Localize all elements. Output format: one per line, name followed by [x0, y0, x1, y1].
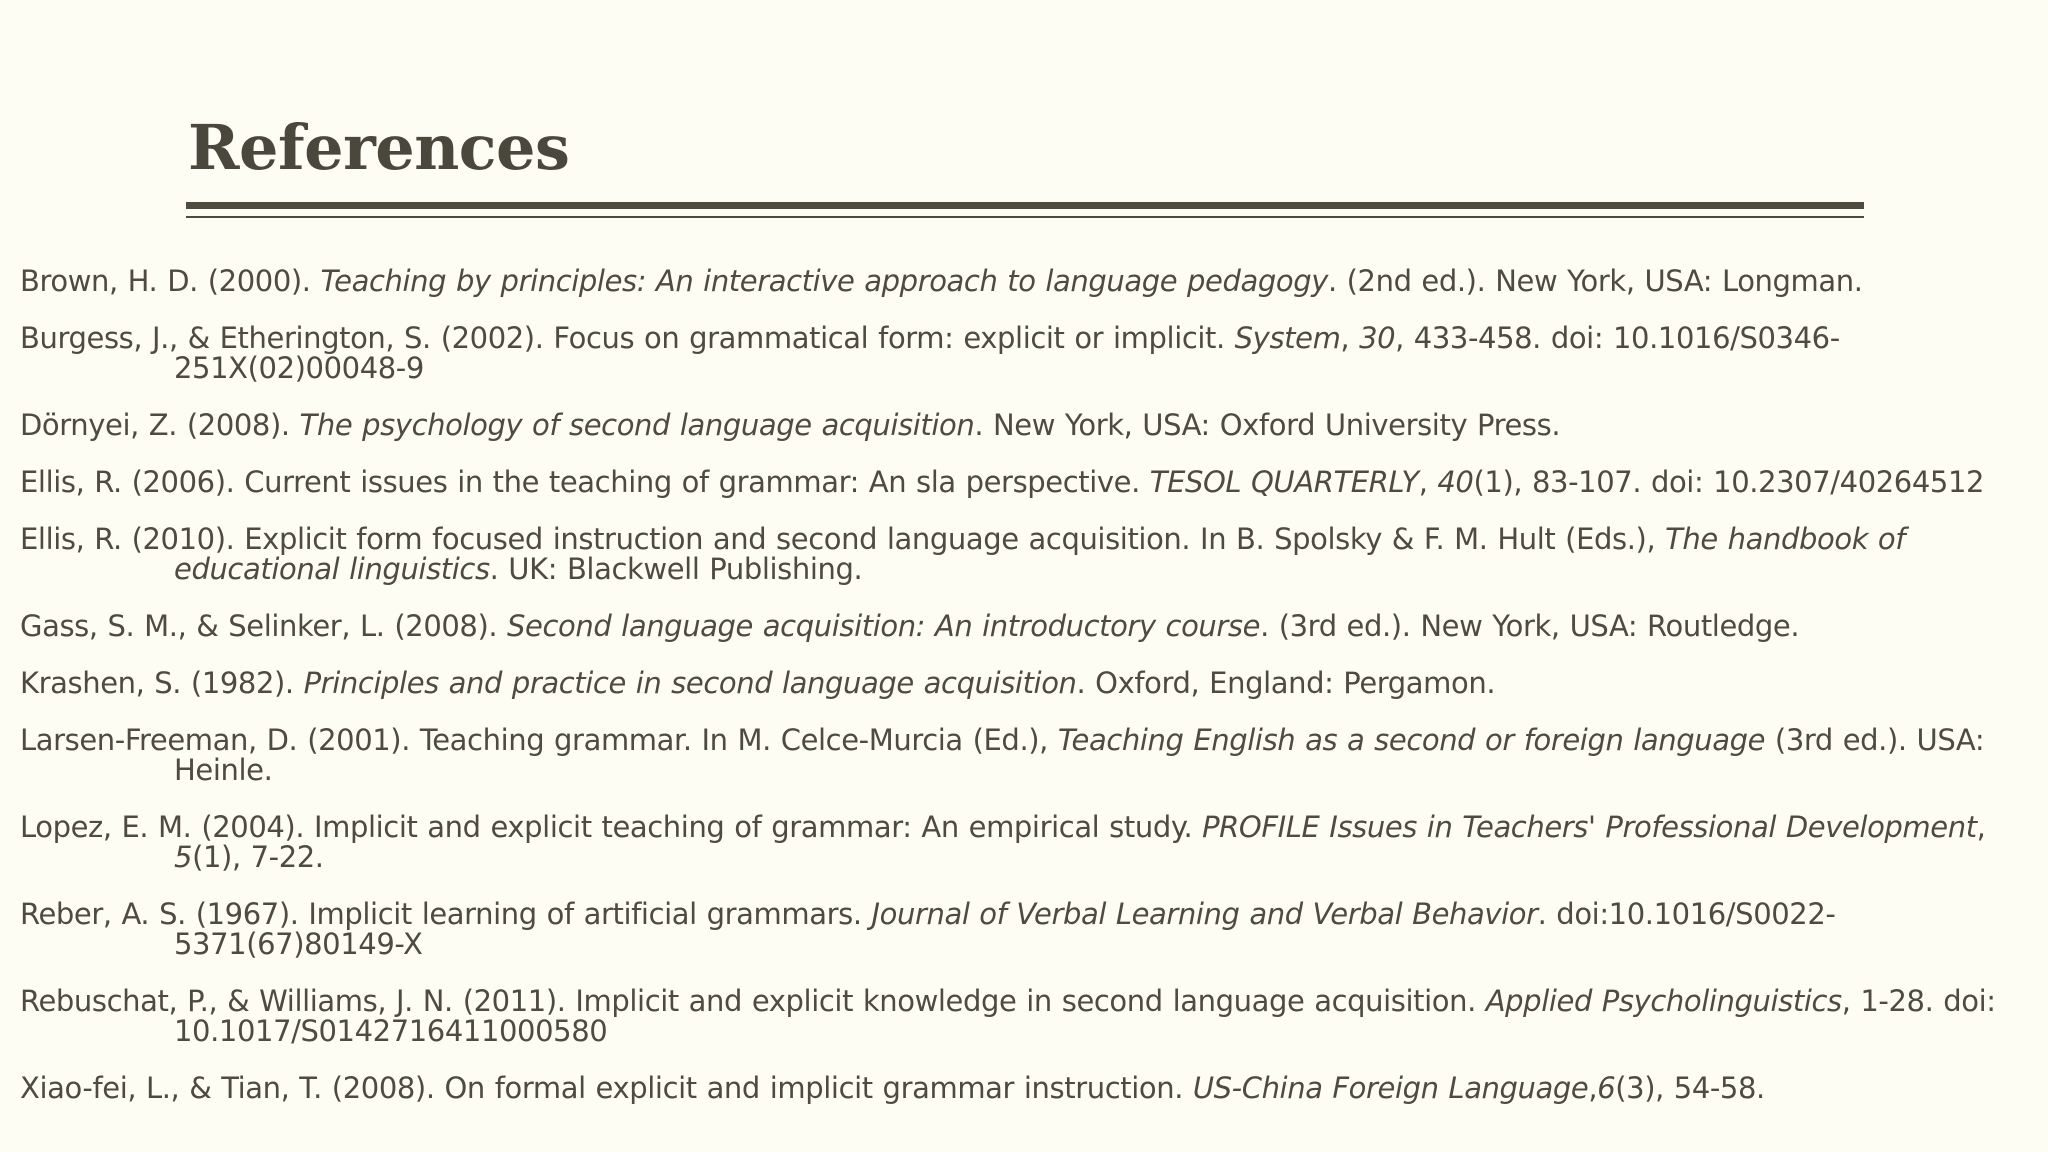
reference-italic-text: System [1234, 321, 1341, 355]
reference-text: (1), 7-22. [192, 840, 324, 874]
reference-text: . (2nd ed.). New York, USA: Longman. [1328, 264, 1863, 298]
reference-entry [20, 611, 2020, 641]
reference-text: Krashen, S. (1982). [20, 666, 304, 700]
reference-entry [20, 323, 2020, 383]
reference-text: , [1976, 810, 1986, 844]
reference-entry [20, 725, 2020, 785]
reference-italic-text: 40 [1437, 465, 1474, 499]
reference-italic-text: US-China Foreign Language [1192, 1071, 1589, 1105]
reference-text: . Oxford, England: Pergamon. [1076, 666, 1496, 700]
reference-italic-text: The psychology of second language acquisition [299, 408, 975, 442]
title-rule-thin [186, 216, 1864, 218]
reference-text: Rebuschat, P., & Williams, J. N. (2011). Implicit and explicit knowledge in second language acquisition. [20, 984, 1486, 1018]
reference-entry [20, 668, 2020, 698]
reference-text: Reber, A. S. (1967). Implicit learning of artificial grammars. [20, 897, 872, 931]
reference-text: . (3rd ed.). New York, USA: Routledge. [1260, 609, 1800, 643]
title-rule-thick [186, 202, 1864, 209]
reference-italic-text: Applied Psycholinguistics [1485, 984, 1842, 1018]
reference-entry [20, 410, 2020, 440]
reference-text: Lopez, E. M. (2004). Implicit and explicit teaching of grammar: An empirical study. [20, 810, 1203, 844]
reference-text: Burgess, J., & Etherington, S. (2002). Focus on grammatical form: explicit or implicit. [20, 321, 1235, 355]
reference-italic-text: Teaching English as a second or foreign language [1057, 723, 1766, 757]
reference-text: (3rd ed.). USA: Heinle. [174, 723, 1985, 787]
reference-entry [20, 1073, 2020, 1103]
reference-italic-text: Journal of Verbal Learning and Verbal Behavior [871, 897, 1538, 931]
reference-italic-text: TESOL QUARTERLY [1149, 465, 1419, 499]
reference-italic-text: Second language acquisition: An introductory course [507, 609, 1261, 643]
reference-text: (1), 83-107. doi: 10.2307/40264512 [1473, 465, 1985, 499]
reference-text: , 1-28. doi: 10.1017/S0142716411000580 [174, 984, 1996, 1048]
reference-text: Larsen-Freeman, D. (2001). Teaching grammar. In M. Celce-Murcia (Ed.), [20, 723, 1058, 757]
reference-entry [20, 467, 2020, 497]
reference-text: Ellis, R. (2006). Current issues in the teaching of grammar: An sla perspective. [20, 465, 1150, 499]
reference-text: . doi:10.1016/S0022-5371(67)80149-X [174, 897, 1836, 961]
reference-text: Xiao-fei, L., & Tian, T. (2008). On formal explicit and implicit grammar instruction. [20, 1071, 1193, 1105]
reference-entry [20, 266, 2020, 296]
reference-text: , [1340, 321, 1360, 355]
reference-text: Ellis, R. (2010). Explicit form focused instruction and second language acquisition. In B. Spolsky & F. M. Hult (Eds.), [20, 522, 1666, 556]
reference-entry [20, 524, 2020, 584]
reference-italic-text: The handbook of educational linguistics [174, 522, 1906, 586]
reference-text: , 433-458. doi: 10.1016/S0346-251X(02)00048-9 [174, 321, 1840, 385]
reference-italic-text: PROFILE Issues in Teachers' Professional Development [1202, 810, 1977, 844]
reference-text: (3), 54-58. [1615, 1071, 1765, 1105]
reference-text: . New York, USA: Oxford University Press. [974, 408, 1561, 442]
reference-entry [20, 812, 2020, 872]
reference-text: . UK: Blackwell Publishing. [489, 552, 863, 586]
reference-entry [20, 899, 2020, 959]
reference-text: , [1418, 465, 1438, 499]
slide-title: References [188, 111, 570, 184]
reference-entry [20, 986, 2020, 1046]
reference-text: Gass, S. M., & Selinker, L. (2008). [20, 609, 508, 643]
reference-italic-text: 30 [1359, 321, 1396, 355]
reference-text: Dörnyei, Z. (2008). [20, 408, 300, 442]
reference-text: , [1588, 1071, 1598, 1105]
reference-italic-text: 6 [1597, 1071, 1616, 1105]
reference-italic-text: 5 [174, 840, 193, 874]
reference-text: Brown, H. D. (2000). [20, 264, 321, 298]
reference-list [20, 266, 2020, 1130]
reference-italic-text: Teaching by principles: An interactive approach to language pedagogy [320, 264, 1328, 298]
reference-italic-text: Principles and practice in second language acquisition [303, 666, 1077, 700]
